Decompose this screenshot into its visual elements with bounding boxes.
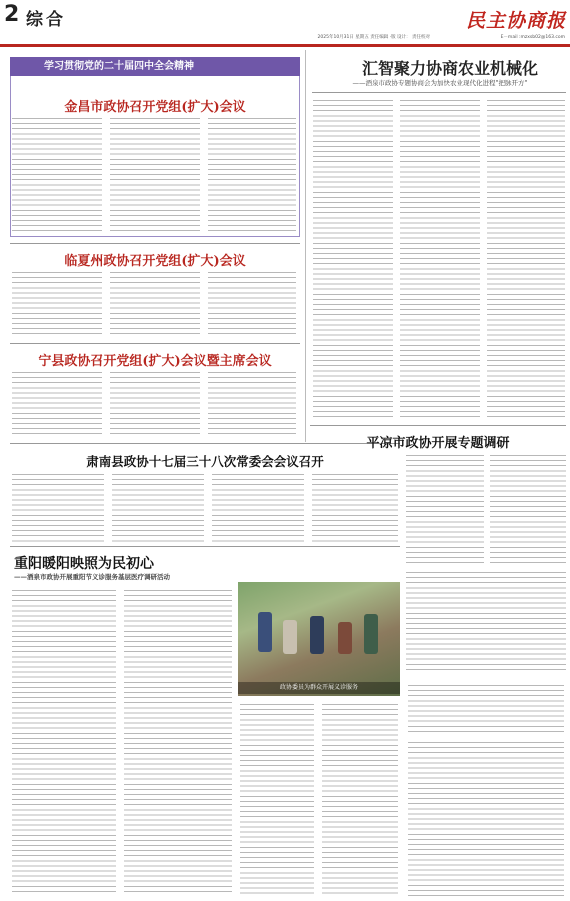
section-title: 综合 <box>26 10 66 30</box>
article-body-chongyang-1 <box>12 590 116 896</box>
article-body-suqian-2 <box>112 474 204 542</box>
article-title-pingliang: 平凉市政协开展专题调研 <box>366 436 510 451</box>
header-rule <box>0 44 570 47</box>
divider <box>310 425 566 426</box>
article-body-suqian-4 <box>312 474 398 542</box>
article-body-jinchang-3 <box>208 118 296 233</box>
article-body-zhiqi-1 <box>313 100 393 418</box>
article-body-zhiqi-2 <box>400 100 480 418</box>
article-body-linxia-1 <box>12 272 102 337</box>
article-body-suqian-3 <box>212 474 304 542</box>
article-body-right-bottom <box>408 742 564 896</box>
page-number: 2 <box>4 2 20 27</box>
article-body-chongyang-2 <box>124 590 232 896</box>
article-subtitle-chongyang: ——酒泉市政协开展重阳节义诊服务基层医疗调研活动 <box>14 573 170 581</box>
article-body-pingliang-1 <box>406 455 484 565</box>
article-body-chongyang-4 <box>322 704 398 896</box>
article-body-jinchang-2 <box>110 118 200 233</box>
article-body-zhiqi-3 <box>487 100 565 418</box>
divider <box>10 343 300 344</box>
article-title-chongyang: 重阳暖阳映照为民初心 <box>14 556 154 572</box>
article-body-pingliang-2 <box>490 455 566 565</box>
article-title-jinchang: 金昌市政协召开党组(扩大)会议 <box>64 100 246 115</box>
divider <box>10 243 300 244</box>
photo-caption: 政协委员为群众开展义诊服务 <box>238 682 400 694</box>
email: E－mail :mzxsb02@163.com <box>500 35 565 40</box>
article-title-ningxian: 宁县政协召开党组(扩大)会议暨主席会议 <box>38 354 272 369</box>
divider <box>10 546 400 547</box>
article-title-suqian: 肃南县政协十七届三十八次常委会会议召开 <box>86 454 324 469</box>
article-title-linxia: 临夏州政协召开党组(扩大)会议 <box>64 254 246 269</box>
article-body-ningxian-1 <box>12 372 102 437</box>
column-divider <box>305 50 306 442</box>
article-body-chongyang-3 <box>240 704 314 896</box>
article-body-linxia-2 <box>110 272 200 337</box>
article-body-suqian-1 <box>12 474 104 542</box>
article-body-jinchang-1 <box>12 118 102 233</box>
topic-banner: 学习贯彻党的二十届四中全会精神 <box>10 57 300 76</box>
event-photo <box>238 582 400 696</box>
article-body-linxia-3 <box>208 272 296 337</box>
article-body-ningxian-2 <box>110 372 200 437</box>
article-body-pingliang-3 <box>406 572 566 672</box>
masthead: 民主协商报 <box>465 10 566 32</box>
issue-meta: 2025年10月31日 星期五 责任编辑 ·版 设计： 责任校对 <box>317 35 430 40</box>
article-body-ningxian-3 <box>208 372 296 437</box>
article-subtitle-zhiqi: ——酒泉市政协专题协商会为加快农业现代化进程"把脉开方" <box>352 79 528 87</box>
divider <box>312 92 566 93</box>
side-note-body <box>408 685 564 735</box>
article-title-zhiqi: 汇智聚力协商农业机械化 <box>362 59 539 78</box>
